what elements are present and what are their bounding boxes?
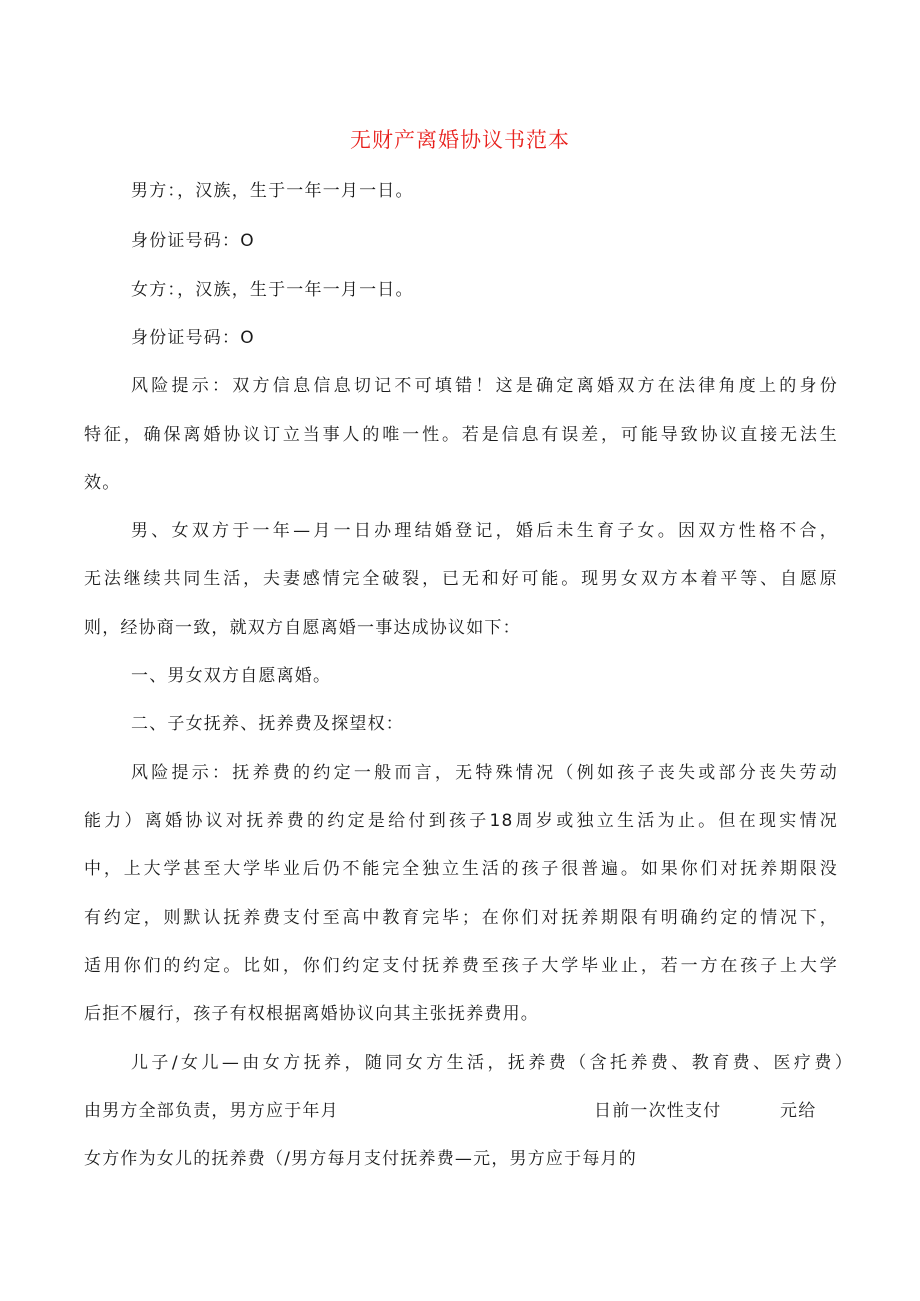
risk-tip-2-line-4: 有约定，则默认抚养费支付至高中教育完毕；在你们对抚养期限有明确约定的情况下，: [84, 908, 838, 928]
marriage-paragraph-line-3: 则，经协商一致，就双方自愿离婚一事达成协议如下：: [84, 618, 521, 638]
clause-1: 一、男女双方自愿离婚。: [131, 666, 332, 686]
custody-line-2-start: 由男方全部负责，男方应于年月: [84, 1101, 339, 1121]
risk-tip-2-line-6: 后拒不履行，孩子有权根据离婚协议向其主张抚养费用。: [84, 1004, 539, 1024]
custody-line-2-end: 元给: [780, 1101, 817, 1121]
custody-line-3: 女方作为女儿的抚养费（/男方每月支付抚养费—元，男方应于每月的: [84, 1149, 637, 1169]
female-id-line: 身份证号码：O: [131, 328, 255, 348]
risk-tip-2-line-1: 风险提示：抚养费的约定一般而言，无特殊情况（例如孩子丧失或部分丧失劳动: [131, 763, 838, 783]
risk-tip-1-line-3: 效。: [84, 473, 121, 493]
male-party-line: 男方：，汉族，生于一年一月一日。: [131, 181, 414, 201]
risk-tip-2-line-3: 中，上大学甚至大学毕业后仍不能完全独立生活的孩子很普遍。如果你们对抚养期限没: [84, 859, 838, 879]
risk-tip-1-line-1: 风险提示：双方信息信息切记不可填错！这是确定离婚双方在法律角度上的身份: [131, 376, 838, 396]
male-id-line: 身份证号码：O: [131, 231, 255, 251]
clause-2-heading: 二、子女抚养、抚养费及探望权：: [131, 714, 404, 734]
custody-line-1: 儿子/女儿—由女方抚养，随同女方生活，抚养费（含托养费、教育费、医疗费）: [131, 1053, 853, 1073]
risk-tip-2-line-5: 适用你们的约定。比如，你们约定支付抚养费至孩子大学毕业止，若一方在孩子上大学: [84, 956, 838, 976]
risk-tip-2-line-2: 能力）离婚协议对抚养费的约定是给付到孩子18周岁或独立生活为止。但在现实情况: [84, 811, 838, 831]
custody-line-2-middle: 日前一次性支付: [594, 1101, 722, 1121]
female-party-line: 女方：，汉族，生于一年一月一日。: [131, 280, 414, 300]
risk-tip-1-line-2: 特征，确保离婚协议订立当事人的唯一性。若是信息有误差，可能导致协议直接无法生: [84, 425, 838, 445]
marriage-paragraph-line-1: 男、女双方于一年—月一日办理结婚登记，婚后未生育子女。因双方性格不合，: [131, 521, 838, 541]
marriage-paragraph-line-2: 无法继续共同生活，夫妻感情完全破裂，已无和好可能。现男女双方本着平等、自愿原: [84, 569, 838, 589]
document-title: 无财产离婚协议书范本: [350, 128, 570, 152]
